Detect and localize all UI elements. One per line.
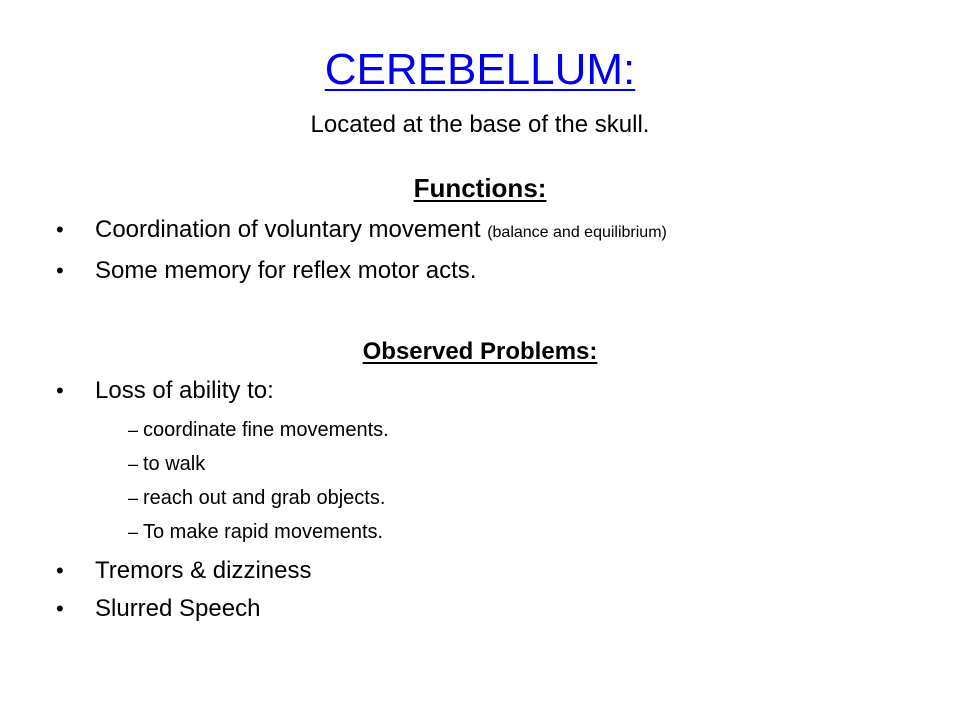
function-text: Coordination of voluntary movement xyxy=(95,216,488,243)
list-item-text xyxy=(95,215,667,248)
functions-heading: Functions: xyxy=(413,173,547,203)
sub-item-text: to walk xyxy=(143,453,206,475)
list-item-text: Tremors & dizziness xyxy=(95,557,312,584)
bullet-icon: • xyxy=(56,258,64,283)
list-item-text: Loss of ability to: xyxy=(95,377,274,404)
dash-icon: – xyxy=(128,454,139,474)
slide-subtitle: Located at the base of the skull. xyxy=(310,111,650,138)
list-item-text: Slurred Speech xyxy=(95,595,261,622)
slide-title: CEREBELLUM: xyxy=(324,45,636,94)
sub-item-text: reach out and grab objects. xyxy=(143,487,386,509)
function-note: (balance and equilibrium) xyxy=(487,224,667,241)
dash-icon: – xyxy=(128,522,139,542)
sub-item-text: coordinate fine movements. xyxy=(143,419,389,441)
sub-item-text: To make rapid movements. xyxy=(143,521,384,543)
bullet-icon: • xyxy=(56,378,64,403)
dash-icon: – xyxy=(128,420,139,440)
bullet-icon: • xyxy=(56,596,64,621)
dash-icon: – xyxy=(128,488,139,508)
list-item-text: Some memory for reflex motor acts. xyxy=(95,257,477,284)
problems-heading: Observed Problems: xyxy=(362,338,598,365)
bullet-icon: • xyxy=(56,558,64,583)
bullet-icon: • xyxy=(56,217,64,242)
